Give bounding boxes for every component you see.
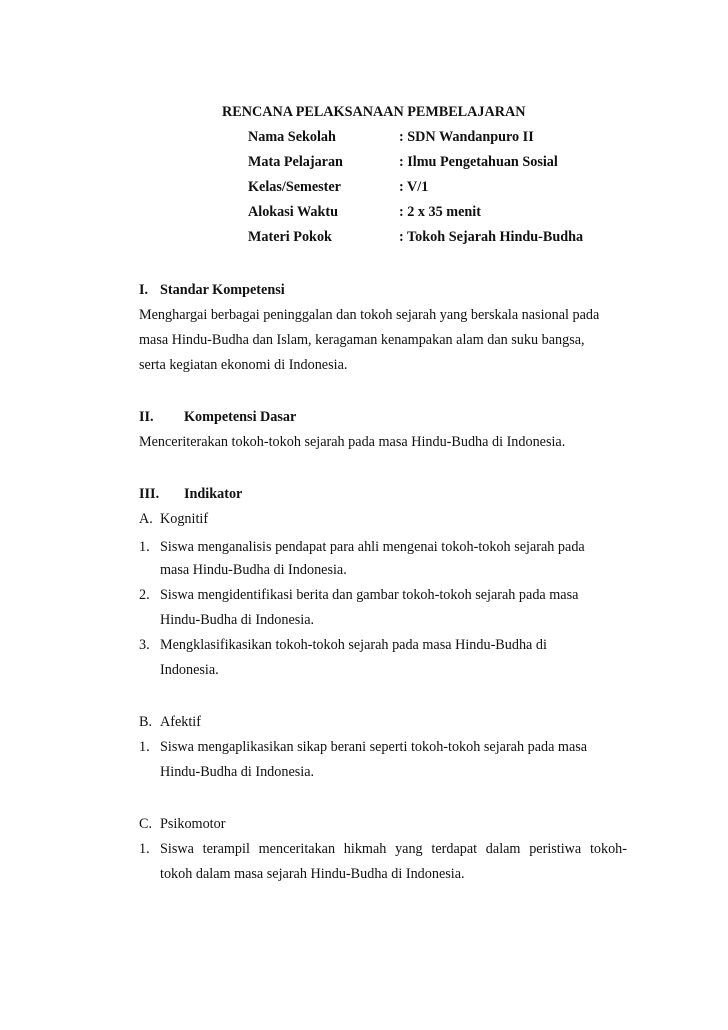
section-2-heading: Kompetensi Dasar xyxy=(184,409,297,425)
section-1-heading: Standar Kompetensi xyxy=(160,282,285,298)
identity-label-time: Alokasi Waktu xyxy=(248,204,339,220)
list-item-number: 3. xyxy=(139,637,150,653)
list-item-text-cont: Hindu-Budha di Indonesia. xyxy=(160,764,315,780)
section-2-number: II. xyxy=(139,409,154,425)
section-1-text-line: masa Hindu-Budha dan Islam, keragaman kenampakan alam dan suku bangsa, xyxy=(139,332,585,348)
identity-label-topic: Materi Pokok xyxy=(248,229,332,245)
list-item-text: Mengklasifikasikan tokoh-tokoh sejarah pada masa Hindu-Budha di xyxy=(160,637,547,653)
identity-value-school: : SDN Wandanpuro II xyxy=(399,129,534,145)
subsection-letter-c: C. xyxy=(139,816,153,832)
list-item-text-cont: Indonesia. xyxy=(160,662,219,678)
subsection-label-kognitif: Kognitif xyxy=(160,511,209,527)
section-1-number: I. xyxy=(139,282,149,298)
section-1-text-line: serta kegiatan ekonomi di Indonesia. xyxy=(139,357,348,373)
list-item-number: 1. xyxy=(139,841,150,857)
identity-value-time: : 2 x 35 menit xyxy=(399,204,481,220)
list-item-text-cont: Hindu-Budha di Indonesia. xyxy=(160,612,315,628)
list-item-number: 1. xyxy=(139,739,150,755)
identity-value-subject: : Ilmu Pengetahuan Sosial xyxy=(399,154,558,170)
list-item-text: Siswa mengidentifikasi berita dan gambar tokoh-tokoh sejarah pada masa xyxy=(160,587,579,603)
section-3-heading: Indikator xyxy=(184,486,243,502)
section-2-text-line: Menceriterakan tokoh-tokoh sejarah pada masa Hindu-Budha di Indonesia. xyxy=(139,434,566,450)
page-title: RENCANA PELAKSANAAN PEMBELAJARAN xyxy=(222,104,526,120)
list-item-number: 2. xyxy=(139,587,150,603)
subsection-letter-a: A. xyxy=(139,511,153,527)
list-item-text: Siswa menganalisis pendapat para ahli mengenai tokoh-tokoh sejarah pada xyxy=(160,539,585,555)
list-item-text: Siswa mengaplikasikan sikap berani seperti tokoh-tokoh sejarah pada masa xyxy=(160,739,588,755)
section-1-text-line: Menghargai berbagai peninggalan dan tokoh sejarah yang berskala nasional pada xyxy=(139,307,600,323)
list-item-text: Siswa terampil menceritakan hikmah yang terdapat dalam peristiwa tokoh- xyxy=(160,841,627,857)
identity-value-class: : V/1 xyxy=(399,179,429,195)
identity-label-class: Kelas/Semester xyxy=(248,179,341,195)
section-3-number: III. xyxy=(139,486,160,502)
identity-label-subject: Mata Pelajaran xyxy=(248,154,343,170)
list-item-text-cont: tokoh dalam masa sejarah Hindu-Budha di Indonesia. xyxy=(160,866,465,882)
subsection-label-afektif: Afektif xyxy=(160,714,201,730)
list-item-number: 1. xyxy=(139,539,150,555)
identity-label-school: Nama Sekolah xyxy=(248,129,336,145)
identity-value-topic: : Tokoh Sejarah Hindu-Budha xyxy=(399,229,584,245)
list-item-text-cont: masa Hindu-Budha di Indonesia. xyxy=(160,562,347,578)
subsection-letter-b: B. xyxy=(139,714,153,730)
subsection-label-psikomotor: Psikomotor xyxy=(160,816,226,832)
